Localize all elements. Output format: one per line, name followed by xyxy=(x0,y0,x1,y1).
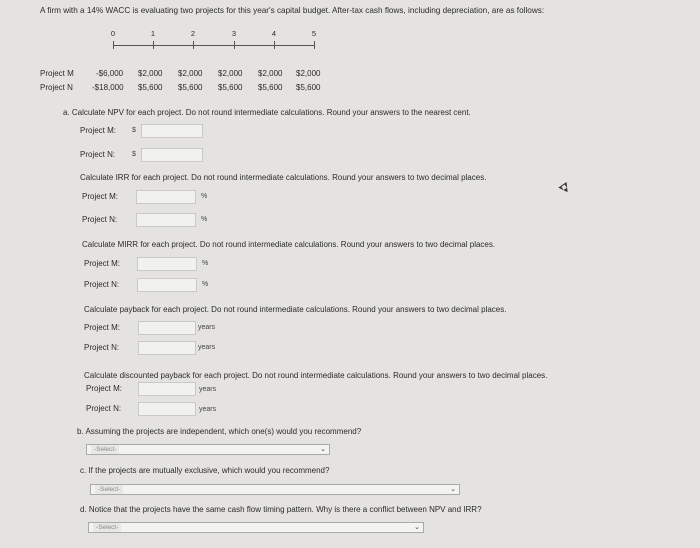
percent-sign: % xyxy=(201,193,208,200)
percent-sign: % xyxy=(202,260,209,267)
timeline-label-5: 5 xyxy=(311,29,317,38)
irr-m-input[interactable] xyxy=(136,190,196,204)
cash-flow-value: $5,600 xyxy=(258,83,283,92)
part-c-select-value: -Select- xyxy=(95,485,123,494)
payback-n-label: Project N: xyxy=(84,343,120,352)
cash-flow-value: $5,600 xyxy=(138,83,163,92)
discounted-payback-m-input[interactable] xyxy=(138,382,196,396)
discounted-payback-question: Calculate discounted payback for each project. Do not round intermediate calculations. Round your answers to two decimal places. xyxy=(84,371,548,380)
cash-flow-value: $5,600 xyxy=(218,83,243,92)
cash-flow-value: $5,600 xyxy=(296,83,321,92)
cash-flow-value: $2,000 xyxy=(258,69,283,78)
npv-question: a. Calculate NPV for each project. Do not round intermediate calculations. Round your answers to the nearest cent. xyxy=(63,108,471,117)
years-unit: years xyxy=(198,344,216,351)
problem-intro: A firm with a 14% WACC is evaluating two projects for this year's capital budget. After-tax cash flows, including depreciation, are as follows: xyxy=(40,6,545,15)
payback-question: Calculate payback for each project. Do not round intermediate calculations. Round your answers to two decimal places. xyxy=(84,305,507,314)
part-b-select[interactable] xyxy=(86,444,330,455)
discounted-payback-m-label: Project M: xyxy=(86,384,123,393)
part-d-question: d. Notice that the projects have the same cash flow timing pattern. Why is there a conflict between NPV and IRR? xyxy=(80,505,482,514)
discounted-payback-n-label: Project N: xyxy=(86,404,122,413)
years-unit: years xyxy=(199,406,217,413)
timeline-tick xyxy=(113,41,114,49)
cash-flow-value: $2,000 xyxy=(218,69,243,78)
npv-m-input[interactable] xyxy=(141,124,203,138)
payback-n-input[interactable] xyxy=(138,341,196,355)
timeline-axis xyxy=(113,45,315,46)
cash-flow-value: $2,000 xyxy=(138,69,163,78)
cash-flow-value: $2,000 xyxy=(178,69,203,78)
chevron-down-icon: ⌄ xyxy=(450,486,456,493)
timeline-tick xyxy=(274,41,275,49)
irr-question: Calculate IRR for each project. Do not round intermediate calculations. Round your answers to two decimal places. xyxy=(80,173,487,182)
chevron-down-icon: ⌄ xyxy=(320,446,326,453)
timeline-label-1: 1 xyxy=(150,29,156,38)
mirr-n-label: Project N: xyxy=(84,280,120,289)
irr-m-label: Project M: xyxy=(82,192,119,201)
timeline-tick xyxy=(193,41,194,49)
payback-m-input[interactable] xyxy=(138,321,196,335)
project-n-label: Project N xyxy=(40,83,73,92)
timeline-tick xyxy=(314,41,315,49)
timeline-tick xyxy=(153,41,154,49)
currency-symbol: $ xyxy=(132,151,136,158)
mirr-question: Calculate MIRR for each project. Do not round intermediate calculations. Round your answers to two decimal places. xyxy=(82,240,496,249)
years-unit: years xyxy=(198,324,216,331)
chevron-down-icon: ⌄ xyxy=(414,524,420,531)
irr-n-input[interactable] xyxy=(136,213,196,227)
mouse-cursor-icon xyxy=(558,182,571,195)
irr-n-label: Project N: xyxy=(82,215,118,224)
cash-flow-value: $5,600 xyxy=(178,83,203,92)
mirr-m-input[interactable] xyxy=(137,257,197,271)
timeline-label-0: 0 xyxy=(110,29,116,38)
cash-flow-value: -$18,000 xyxy=(92,83,124,92)
cash-flow-value: $2,000 xyxy=(296,69,321,78)
npv-n-label: Project N: xyxy=(80,150,116,159)
percent-sign: % xyxy=(201,216,208,223)
project-m-label: Project M xyxy=(40,69,74,78)
part-b-question: b. Assuming the projects are independent, which one(s) would you recommend? xyxy=(77,427,362,436)
payback-m-label: Project M: xyxy=(84,323,121,332)
timeline-label-2: 2 xyxy=(190,29,196,38)
timeline-label-3: 3 xyxy=(231,29,237,38)
cash-flow-value: -$6,000 xyxy=(96,69,124,78)
npv-m-label: Project M: xyxy=(80,126,117,135)
years-unit: years xyxy=(199,386,217,393)
npv-n-input[interactable] xyxy=(141,148,203,162)
timeline-label-4: 4 xyxy=(271,29,277,38)
percent-sign: % xyxy=(202,281,209,288)
mirr-n-input[interactable] xyxy=(137,278,197,292)
part-b-select-value: -Select- xyxy=(91,445,119,454)
currency-symbol: $ xyxy=(132,127,136,134)
mirr-m-label: Project M: xyxy=(84,259,121,268)
part-d-select[interactable] xyxy=(88,522,424,533)
part-c-select[interactable] xyxy=(90,484,460,495)
timeline-tick xyxy=(234,41,235,49)
part-d-select-value: -Select- xyxy=(93,523,121,532)
part-c-question: c. If the projects are mutually exclusive, which would you recommend? xyxy=(80,466,330,475)
discounted-payback-n-input[interactable] xyxy=(138,402,196,416)
